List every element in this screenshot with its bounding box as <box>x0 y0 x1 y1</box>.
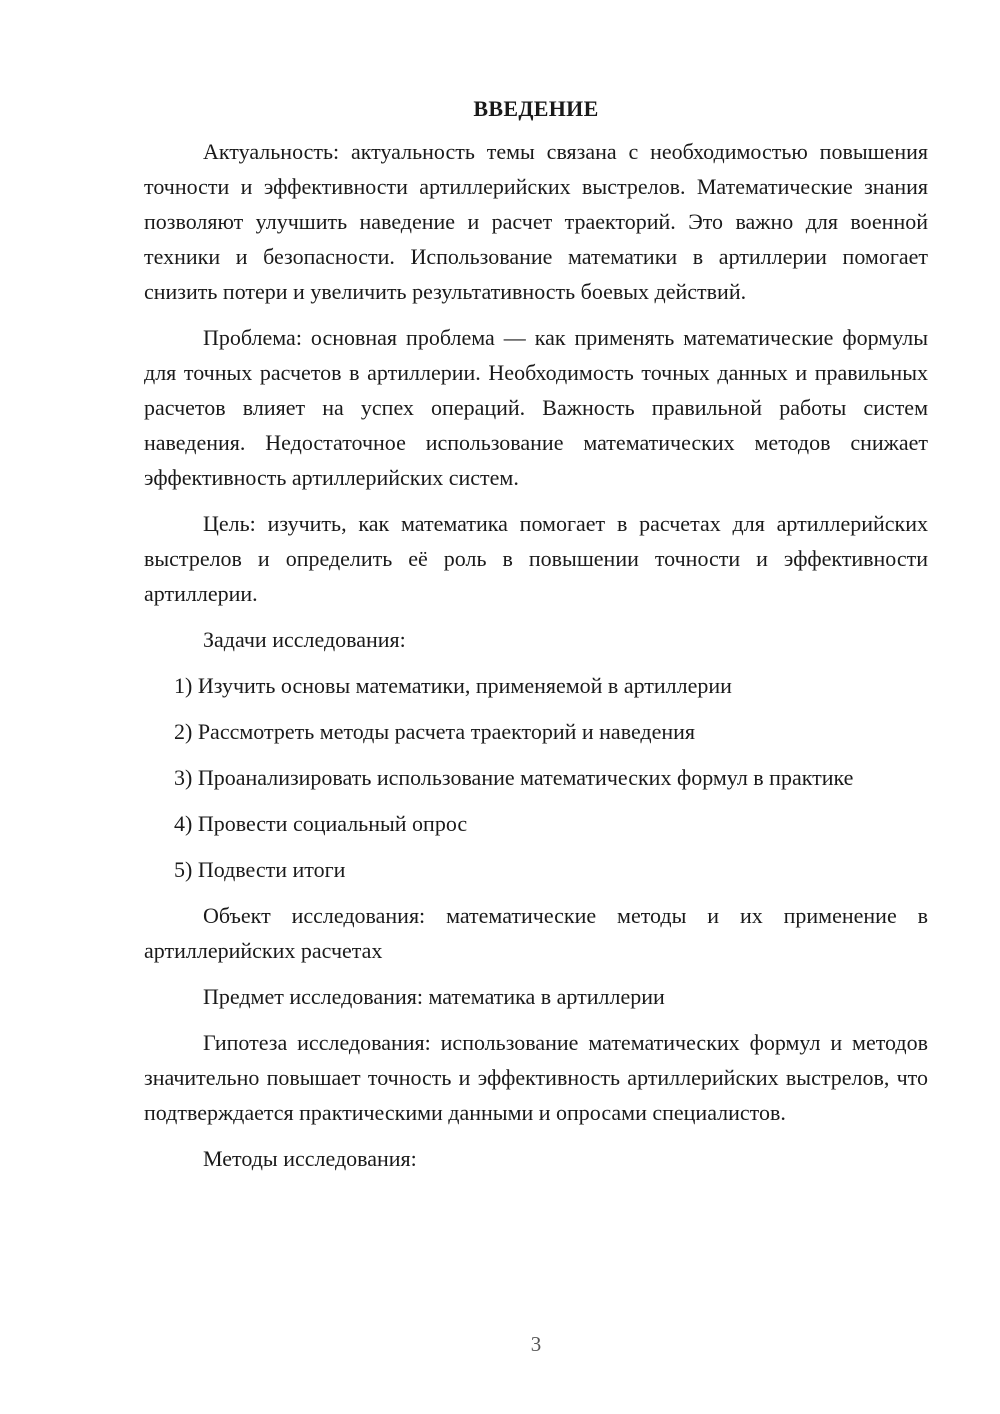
object-paragraph: Объект исследования: математические методы и их применение в артиллерийских расчетах <box>144 903 928 963</box>
relevance-paragraph: Актуальность: актуальность темы связана с необходимостью повышения точности и эффективности артиллерийских выстрелов. Математические знания позволяют улучшить наведение и расчет траекторий. Это важно для военной техники и безопасности. Использование математики в артиллерии помогает снизить потери и увеличить результативность боевых действий. <box>144 139 928 304</box>
subject-paragraph: Предмет исследования: математика в артиллерии <box>203 984 665 1009</box>
methods-paragraph: Методы исследования: <box>203 1146 417 1171</box>
section-heading: ВВЕДЕНИЕ <box>473 96 599 121</box>
task-item-2: 2) Рассмотреть методы расчета траекторий и наведения <box>174 719 696 744</box>
hypothesis-paragraph: Гипотеза исследования: использование математических формул и методов значительно повышает точность и эффективность артиллерийских выстрелов, что подтверждается практическими данными и опросами специалистов. <box>144 1030 928 1125</box>
tasks-heading: Задачи исследования: <box>203 627 406 652</box>
task-item-5: 5) Подвести итоги <box>174 857 346 882</box>
task-item-1: 1) Изучить основы математики, применяемой в артиллерии <box>174 673 732 698</box>
task-item-3: 3) Проанализировать использование математических формул в практике <box>174 765 854 790</box>
task-item-4: 4) Провести социальный опрос <box>174 811 468 836</box>
document-page <box>144 92 928 1187</box>
page-number: 3 <box>530 1332 542 1356</box>
problem-paragraph: Проблема: основная проблема — как применять математические формулы для точных расчетов в артиллерии. Необходимость точных данных и правильных расчетов влияет на успех операций. Важность правильной работы систем наведения. Недостаточное использование математических методов снижает эффективность артиллерийских систем. <box>144 325 928 490</box>
goal-paragraph: Цель: изучить, как математика помогает в расчетах для артиллерийских выстрелов и определить её роль в повышении точности и эффективности артиллерии. <box>144 511 928 606</box>
